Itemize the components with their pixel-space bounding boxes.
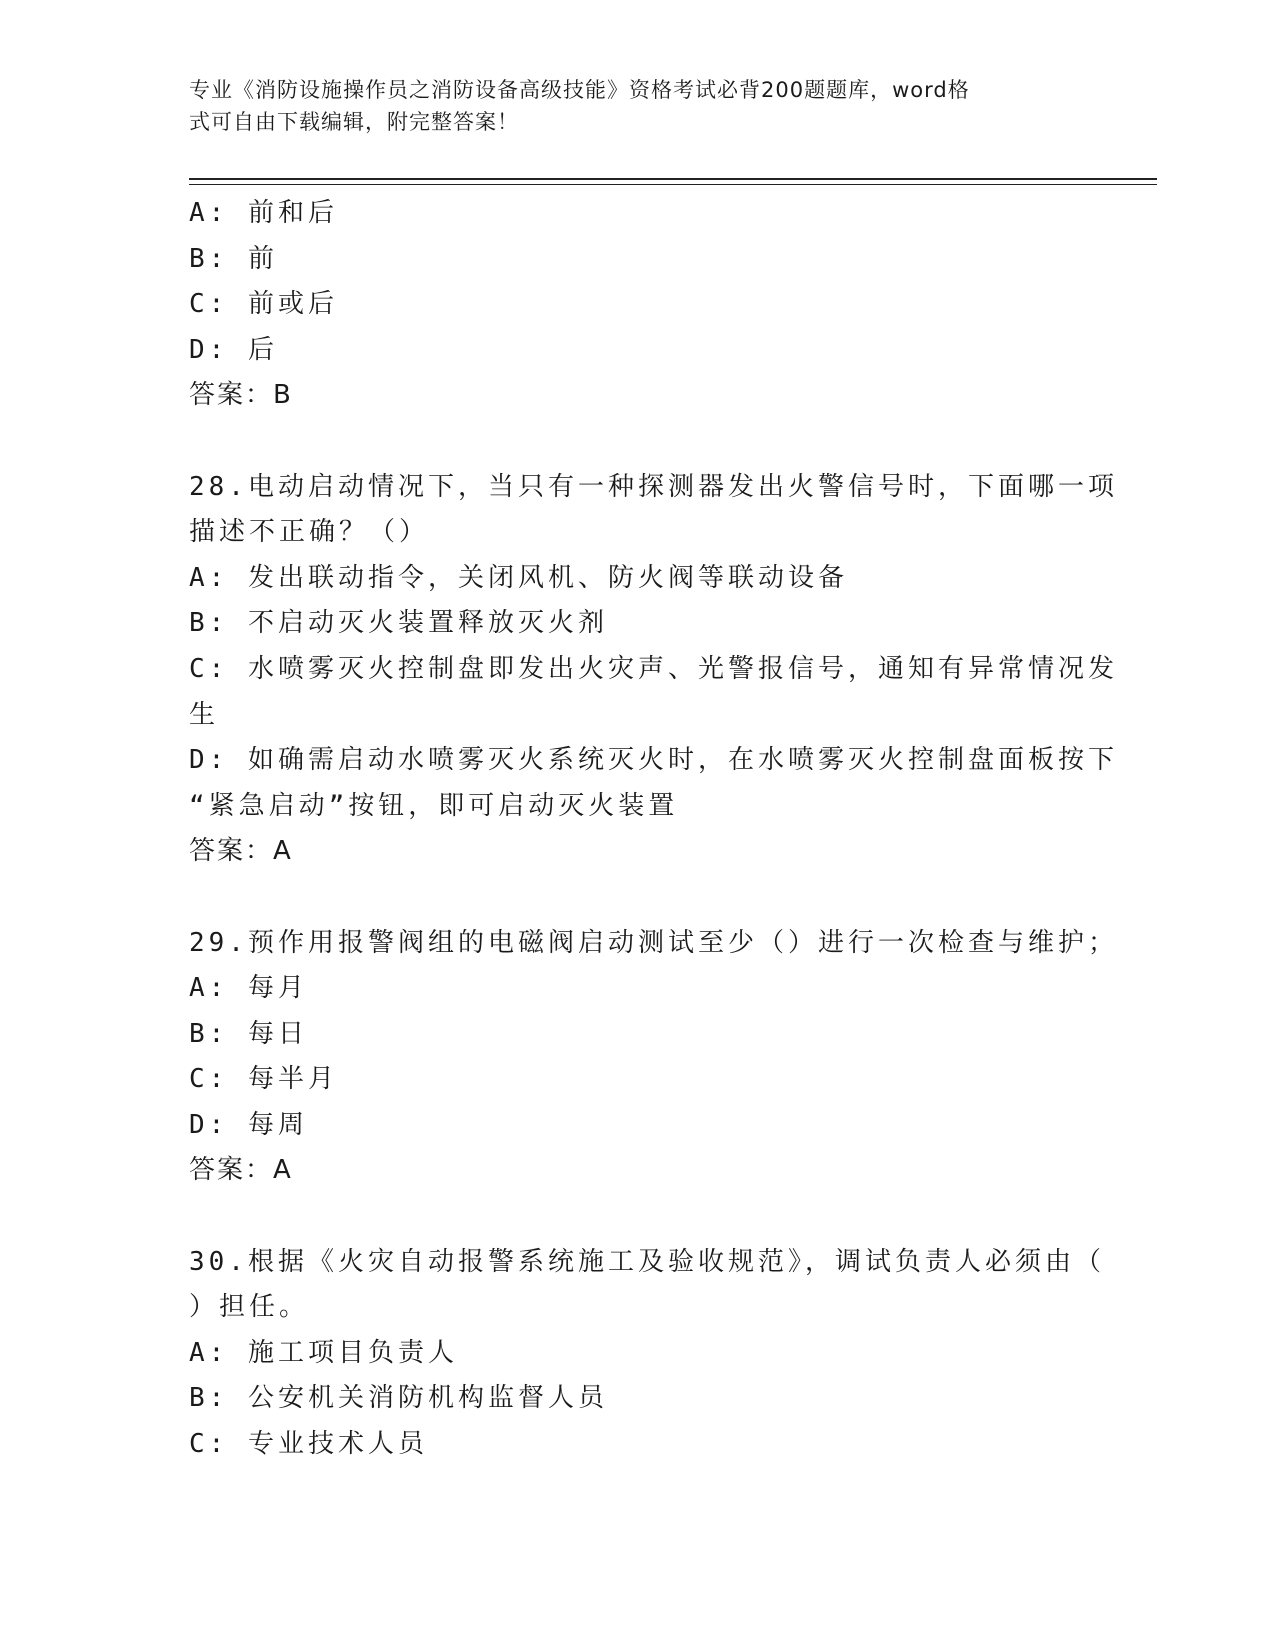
question-stem-line-1: 30.根据《火灾自动报警系统施工及验收规范》，调试负责人必须由（ — [189, 1246, 1105, 1277]
question-spacer — [189, 419, 1089, 465]
answer-line: 答案：A — [189, 836, 293, 867]
header-line-1: 专业《消防设施操作员之消防设备高级技能》资格考试必背200题题库，word格 — [189, 78, 970, 102]
option-b: B: 公安机关消防机构监督人员 — [189, 1383, 608, 1414]
question-list — [189, 191, 1118, 1468]
question-stem-line-2: ）担任。 — [189, 1292, 310, 1323]
header-rule-thick — [189, 178, 1157, 180]
option-b: B: 不启动灭火装置释放灭火剂 — [189, 608, 608, 639]
option-a: A: 每月 — [189, 973, 308, 1004]
option-d-line-1: D: 如确需启动水喷雾灭火系统灭火时，在水喷雾灭火控制盘面板按下 — [189, 745, 1118, 776]
option-c: C: 前或后 — [189, 289, 338, 320]
option-c: C: 专业技术人员 — [189, 1429, 428, 1460]
answer-line: 答案：A — [189, 1155, 293, 1186]
option-d-line-2: “紧急启动”按钮，即可启动灭火装置 — [189, 790, 679, 821]
question-29 — [189, 921, 1118, 1195]
question-27 — [189, 191, 1089, 419]
option-a: A: 施工项目负责人 — [189, 1337, 458, 1368]
question-spacer — [189, 1194, 1089, 1240]
question-stem-line-1: 28.电动启动情况下，当只有一种探测器发出火警信号时，下面哪一项 — [189, 471, 1118, 502]
option-b: B: 每日 — [189, 1018, 308, 1049]
option-d: D: 后 — [189, 334, 278, 365]
option-c-line-1: C: 水喷雾灭火控制盘即发出火灾声、光警报信号，通知有异常情况发 — [189, 653, 1118, 684]
answer-line: 答案：B — [189, 380, 293, 411]
question-stem-line-2: 描述不正确？（） — [189, 517, 430, 548]
option-d: D: 每周 — [189, 1109, 308, 1140]
option-a: A: 发出联动指令，关闭风机、防火阀等联动设备 — [189, 562, 848, 593]
document-header — [189, 74, 1089, 138]
header-rule-thin — [189, 184, 1157, 185]
question-30 — [189, 1240, 1105, 1468]
question-stem: 29.预作用报警阀组的电磁阀启动测试至少（）进行一次检查与维护； — [189, 927, 1118, 958]
question-28 — [189, 465, 1118, 875]
question-spacer — [189, 875, 1089, 921]
header-line-2: 式可自由下载编辑，附完整答案！ — [189, 110, 519, 134]
option-c: C: 每半月 — [189, 1064, 338, 1095]
option-b: B: 前 — [189, 243, 278, 274]
option-c-line-2: 生 — [189, 699, 220, 730]
option-a: A: 前和后 — [189, 198, 338, 228]
